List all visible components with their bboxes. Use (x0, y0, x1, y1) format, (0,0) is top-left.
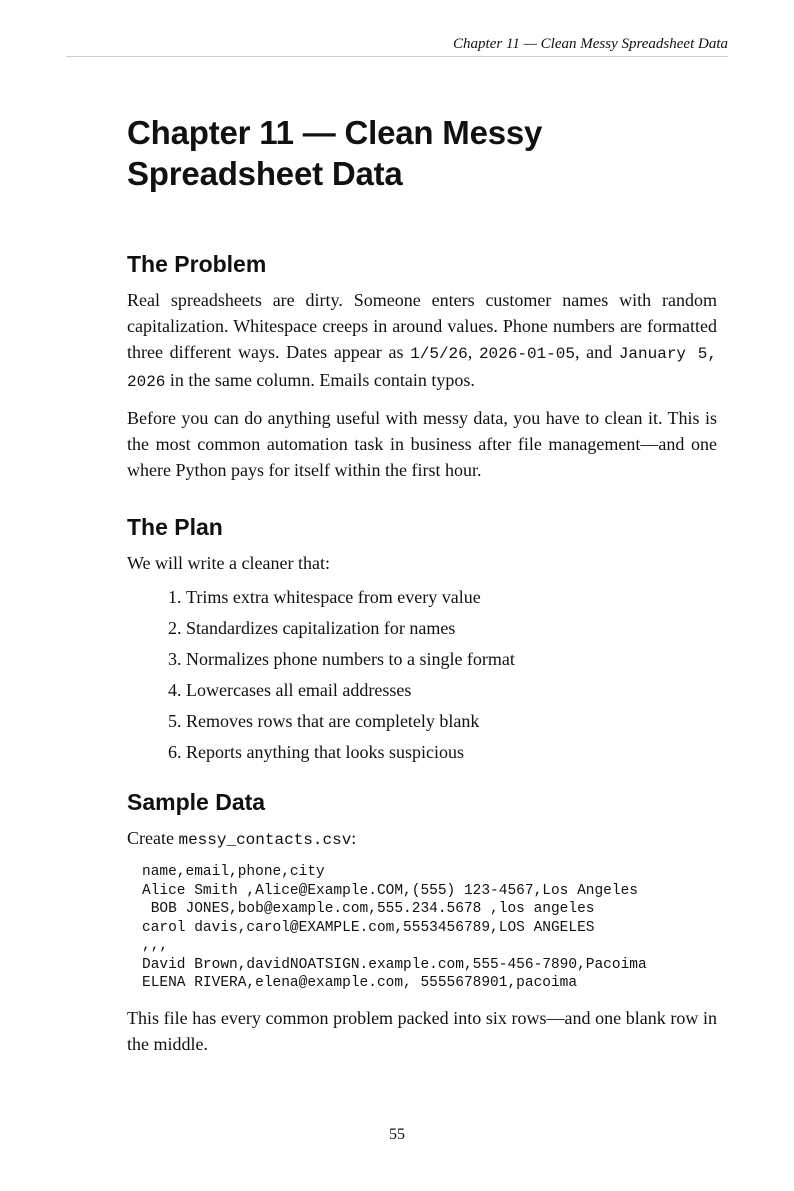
plan-step: 4. Lowercases all email addresses (186, 675, 717, 706)
problem-text-a: Real spreadsheets are dirty. Someone enters customer names with random capitalization. Whitespace creeps in around values. Phone numbers are formatted three different ways. Dates appear as (127, 290, 717, 362)
plan-steps-list (127, 582, 717, 768)
problem-text-d: in the same column. Emails contain typos. (165, 370, 475, 390)
plan-intro: We will write a cleaner that: (127, 553, 330, 573)
code-block (142, 863, 717, 993)
plan-step: 5. Removes rows that are completely blank (186, 706, 717, 737)
problem-paragraph-1 (127, 287, 717, 395)
section-heading-plan: The Plan (127, 514, 223, 540)
sample-intro (127, 825, 717, 853)
code-line: BOB JONES,bob@example.com,555.234.5678 ,los angeles (142, 901, 595, 917)
code-line: ELENA RIVERA,elena@example.com, 5555678901,pacoima (142, 975, 578, 991)
code-line: carol davis,carol@EXAMPLE.com,5553456789,LOS ANGELES (142, 919, 595, 936)
sample-intro-text: Create (127, 828, 179, 848)
page-body (127, 112, 717, 1057)
chapter-title: Chapter 11 — Clean Messy Spreadsheet Data (127, 114, 543, 192)
section-heading-sample-data: Sample Data (127, 789, 266, 815)
sample-intro-colon: : (351, 828, 357, 848)
section-heading-problem: The Problem (127, 251, 267, 277)
problem-text-c: , and (574, 342, 619, 362)
running-head: Chapter 11 — Clean Messy Spreadsheet Data (66, 34, 728, 57)
plan-step: 6. Reports anything that looks suspicious (186, 737, 717, 768)
date-example-long: January 5, 2026 (127, 345, 718, 391)
date-example-iso: 2026-01-05 (478, 345, 575, 363)
problem-text-b: , (467, 342, 479, 362)
date-example-short: 1/5/26 (410, 345, 468, 363)
page-number: 55 (389, 1126, 405, 1143)
code-line: name,email,phone,city (142, 864, 325, 880)
sample-closing-paragraph: This file has every common problem packed into six rows—and one blank row in the middle. (127, 1007, 717, 1054)
problem-paragraph-2: Before you can do anything useful with messy data, you have to clean it. This is the most common automation task in business after file management—and one where Python pays for itself within the first hour. (127, 408, 717, 480)
plan-step: 2. Standardizes capitalization for names (186, 613, 717, 644)
plan-step: 1. Trims extra whitespace from every value (186, 582, 717, 613)
code-line: Alice Smith ,Alice@Example.COM,(555) 123-4567,Los Angeles (142, 882, 638, 899)
code-line: ,,, (142, 938, 169, 954)
csv-filename: messy_contacts.csv (178, 831, 352, 849)
plan-step: 3. Normalizes phone numbers to a single format (186, 644, 717, 675)
code-line: David Brown,davidNOATSIGN.example.com,555-456-7890,Pacoima (142, 956, 647, 973)
